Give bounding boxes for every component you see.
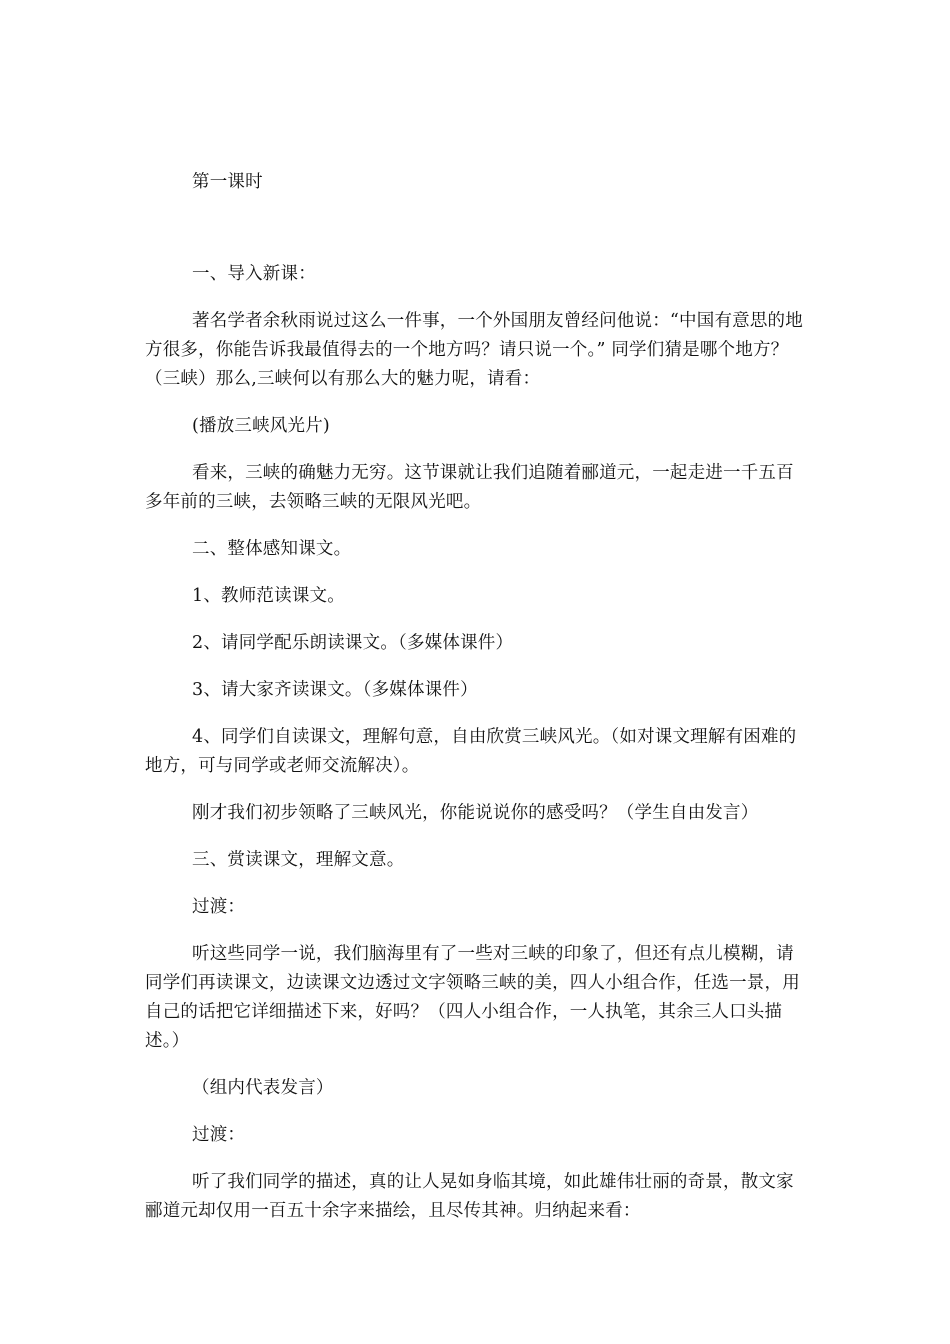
step-1: 1、教师范读课文。: [192, 586, 345, 606]
paragraph-play-video: (播放三峡风光片): [192, 416, 330, 436]
section-heading-intro: 一、导入新课：: [192, 264, 316, 284]
transition-label-1: 过渡：: [192, 897, 246, 917]
step-4: 4、同学们自读课文，理解句意，自由欣赏三峡风光。（如对课文理解有困难的地方，可与同学或老师交流解决）。: [145, 727, 797, 776]
paragraph-feelings: 刚才我们初步领略了三峡风光，你能说说你的感受吗？（学生自由发言）: [192, 803, 759, 823]
lesson-heading: 第一课时: [192, 172, 263, 192]
step-3: 3、请大家齐读课文。（多媒体课件）: [192, 680, 478, 700]
paragraph-charm: 看来，三峡的确魅力无穷。这节课就让我们追随着郦道元，一起走进一千五百多年前的三峡，去领略三峡的无限风光吧。: [145, 463, 794, 512]
paragraph-group-speech: （组内代表发言）: [192, 1078, 334, 1098]
paragraph-group-work: 听这些同学一说，我们脑海里有了一些对三峡的印象了，但还有点儿模糊，请同学们再读课文，边读课文边透过文字领略三峡的美，四人小组合作，任选一景，用自己的话把它详细描述下来，好吗？（四人小组合作，一人执笔，其余三人口头描述。）: [145, 944, 800, 1051]
section-heading-overview: 二、整体感知课文。: [192, 539, 352, 559]
section-heading-appreciate: 三、赏读课文，理解文意。: [192, 850, 405, 870]
paragraph-summary: 听了我们同学的描述，真的让人晃如身临其境，如此雄伟壮丽的奇景，散文家郦道元却仅用一百五十余字来描绘，且尽传其神。归纳起来看：: [145, 1172, 794, 1221]
step-2: 2、请同学配乐朗读课文。（多媒体课件）: [192, 633, 514, 653]
paragraph-intro-story: 著名学者余秋雨说过这么一件事，一个外国朋友曾经问他说：“中国有意思的地方很多，你能告诉我最值得去的一个地方吗？请只说一个。” 同学们猜是哪个地方？（三峡）那么,三峡何以有那么大的魅力呢，请看：: [145, 311, 803, 389]
transition-label-2: 过渡：: [192, 1125, 246, 1145]
document-page: [145, 168, 805, 1226]
